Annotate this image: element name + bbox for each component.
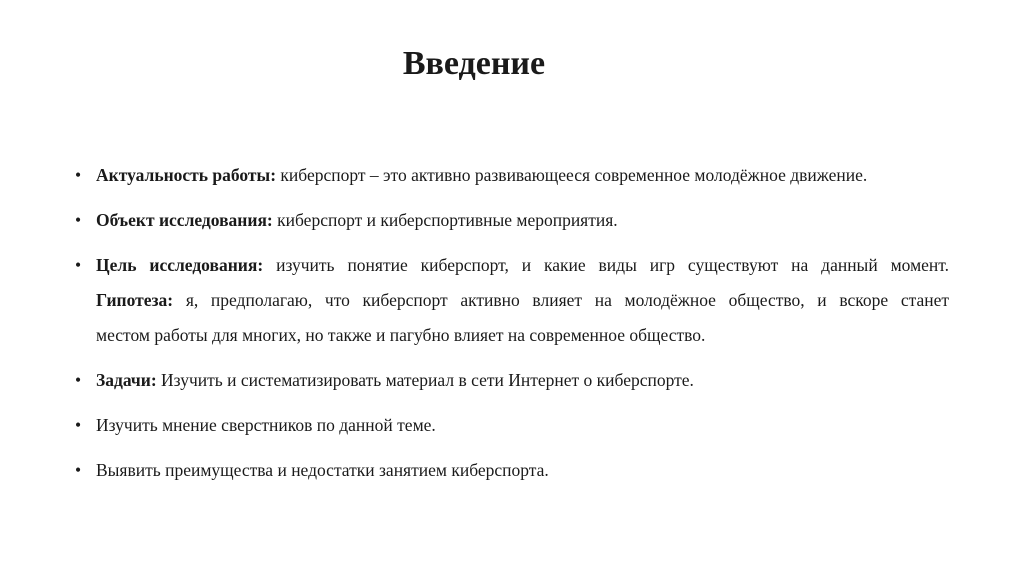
bullet-term: Задачи:: [96, 370, 157, 390]
bullet-text: киберспорт и киберспортивные мероприятия.: [272, 210, 618, 230]
slide-title: Введение: [402, 45, 546, 82]
bullet-text: Изучить и систематизировать материал в сети Интернет о киберспорте.: [156, 370, 694, 390]
bullet-item-object: [75, 203, 949, 238]
hypothesis-text-2: местом работы для многих, но также и пагубно влияет на современное общество.: [96, 325, 706, 345]
hypothesis-text: я, предполагаю, что киберспорт активно влияет на молодёжное общество, и вскоре станет: [173, 290, 949, 310]
bullet-item-pros-cons: [75, 453, 949, 488]
bullet-dot: •: [75, 255, 82, 275]
bullet-dot: •: [75, 460, 82, 480]
bullet-term: Цель исследования:: [96, 255, 264, 275]
bullet-term: Актуальность работы:: [96, 165, 277, 185]
bullet-list: [75, 158, 949, 498]
bullet-dot: •: [75, 415, 82, 435]
bullet-text: киберспорт – это активно развивающееся современное молодёжное движение.: [276, 165, 868, 185]
bullet-item-relevance: [75, 158, 949, 193]
bullet-item-tasks: [75, 363, 949, 398]
bullet-dot: •: [75, 165, 82, 185]
bullet-item-goal-hypothesis: [75, 248, 949, 353]
bullet-dot: •: [75, 210, 82, 230]
goal-line: [96, 248, 949, 283]
bullet-text: Выявить преимущества и недостатки занятием киберспорта.: [96, 460, 549, 480]
bullet-text: Изучить мнение сверстников по данной теме.: [96, 415, 436, 435]
hypothesis-term: Гипотеза:: [96, 290, 174, 310]
bullet-term: Объект исследования:: [96, 210, 273, 230]
bullet-text: изучить понятие киберспорт, и какие виды игр существуют на данный момент.: [263, 255, 949, 275]
bullet-dot: •: [75, 370, 82, 390]
hypothesis-line-2: [96, 318, 949, 353]
hypothesis-line: [96, 283, 949, 318]
bullet-item-peer-opinion: [75, 408, 949, 443]
